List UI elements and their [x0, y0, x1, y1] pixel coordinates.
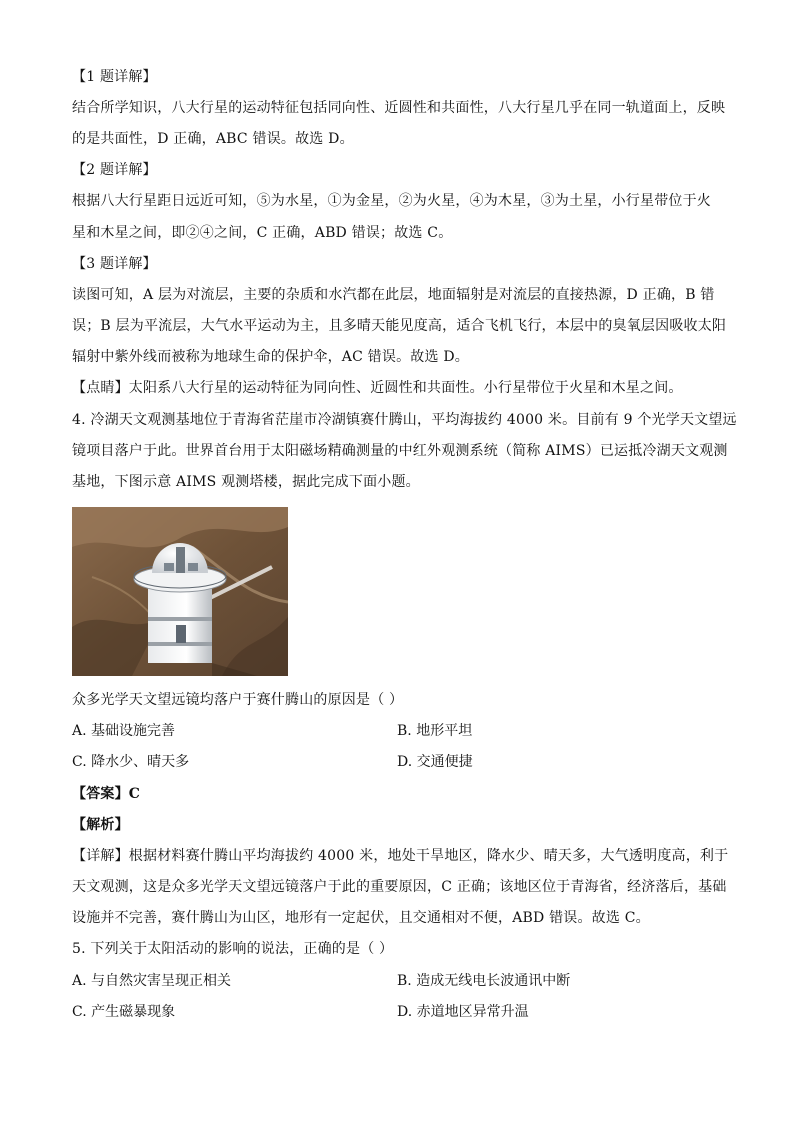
q4-question: 众多光学天文望远镜均落户于赛什腾山的原因是（ ） [72, 692, 404, 708]
dianjing-note: 【点睛】太阳系八大行星的运动特征为同向性、近圆性和共面性。小行星带位于火星和木星之间。 [72, 380, 683, 396]
q4-stem-line-1: 4. 冷湖天文观测基地位于青海省茫崖市冷湖镇赛什腾山，平均海拔约 4000 米。目前有 9 个光学天文望远 [72, 412, 737, 428]
q4-detail-line-2: 天文观测，这是众多光学天文望远镜落户于此的重要原因，C 正确；该地区位于青海省，经济落后，基础 [72, 879, 727, 895]
q4-detail-line-3: 设施并不完善，赛什腾山为山区，地形有一定起伏，且交通相对不便，ABD 错误。故选 C。 [72, 910, 650, 926]
q5-option-b: B. 造成无线电长波通讯中断 [397, 973, 571, 989]
q4-detail-line-1: 【详解】根据材料赛什腾山平均海拔约 4000 米，地处干旱地区，降水少、晴天多，大气透明度高，利于 [72, 848, 729, 864]
q4-analysis-heading: 【解析】 [72, 817, 129, 833]
q1-line-1: 结合所学知识，八大行星的运动特征包括同向性、近圆性和共面性，八大行星几乎在同一轨道面上，反映 [72, 100, 726, 116]
q5-option-c: C. 产生磁暴现象 [72, 1004, 176, 1020]
q5-option-d: D. 赤道地区异常升温 [397, 1004, 529, 1020]
q4-stem-line-3: 基地，下图示意 AIMS 观测塔楼，据此完成下面小题。 [72, 474, 420, 490]
q4-stem-line-2: 镜项目落户于此。世界首台用于太阳磁场精确测量的中红外观测系统（简称 AIMS）已运抵冷湖天文观测 [72, 443, 728, 459]
aims-tower-photo [72, 507, 288, 676]
q2-line-1: 根据八大行星距日远近可知，⑤为水星，①为金星，②为火星，④为木星，③为土星，小行星带位于火 [72, 193, 711, 209]
q2-heading: 【2 题详解】 [72, 162, 157, 178]
q3-heading: 【3 题详解】 [72, 256, 157, 272]
q4-answer: 【答案】C [72, 786, 141, 802]
q1-line-2: 的是共面性，D 正确，ABC 错误。故选 D。 [72, 131, 354, 147]
q4-option-a: A. 基础设施完善 [72, 723, 176, 739]
q3-line-2: 误；B 层为平流层，大气水平运动为主，且多晴天能见度高，适合飞机飞行，本层中的臭氧层因吸收太阳 [72, 318, 727, 334]
q4-option-b: B. 地形平坦 [397, 723, 473, 739]
q4-option-d: D. 交通便捷 [397, 754, 473, 770]
q2-line-2: 星和木星之间，即②④之间，C 正确，ABD 错误；故选 C。 [72, 225, 453, 241]
q5-stem: 5. 下列关于太阳活动的影响的说法，正确的是（ ） [72, 941, 394, 957]
q5-option-a: A. 与自然灾害呈现正相关 [72, 973, 232, 989]
q4-option-c: C. 降水少、晴天多 [72, 754, 190, 770]
q3-line-3: 辐射中紫外线而被称为地球生命的保护伞，AC 错误。故选 D。 [72, 349, 469, 365]
q3-line-1: 读图可知，A 层为对流层，主要的杂质和水汽都在此层，地面辐射是对流层的直接热源，D 正确，B 错 [72, 287, 715, 303]
q1-heading: 【1 题详解】 [72, 69, 157, 85]
